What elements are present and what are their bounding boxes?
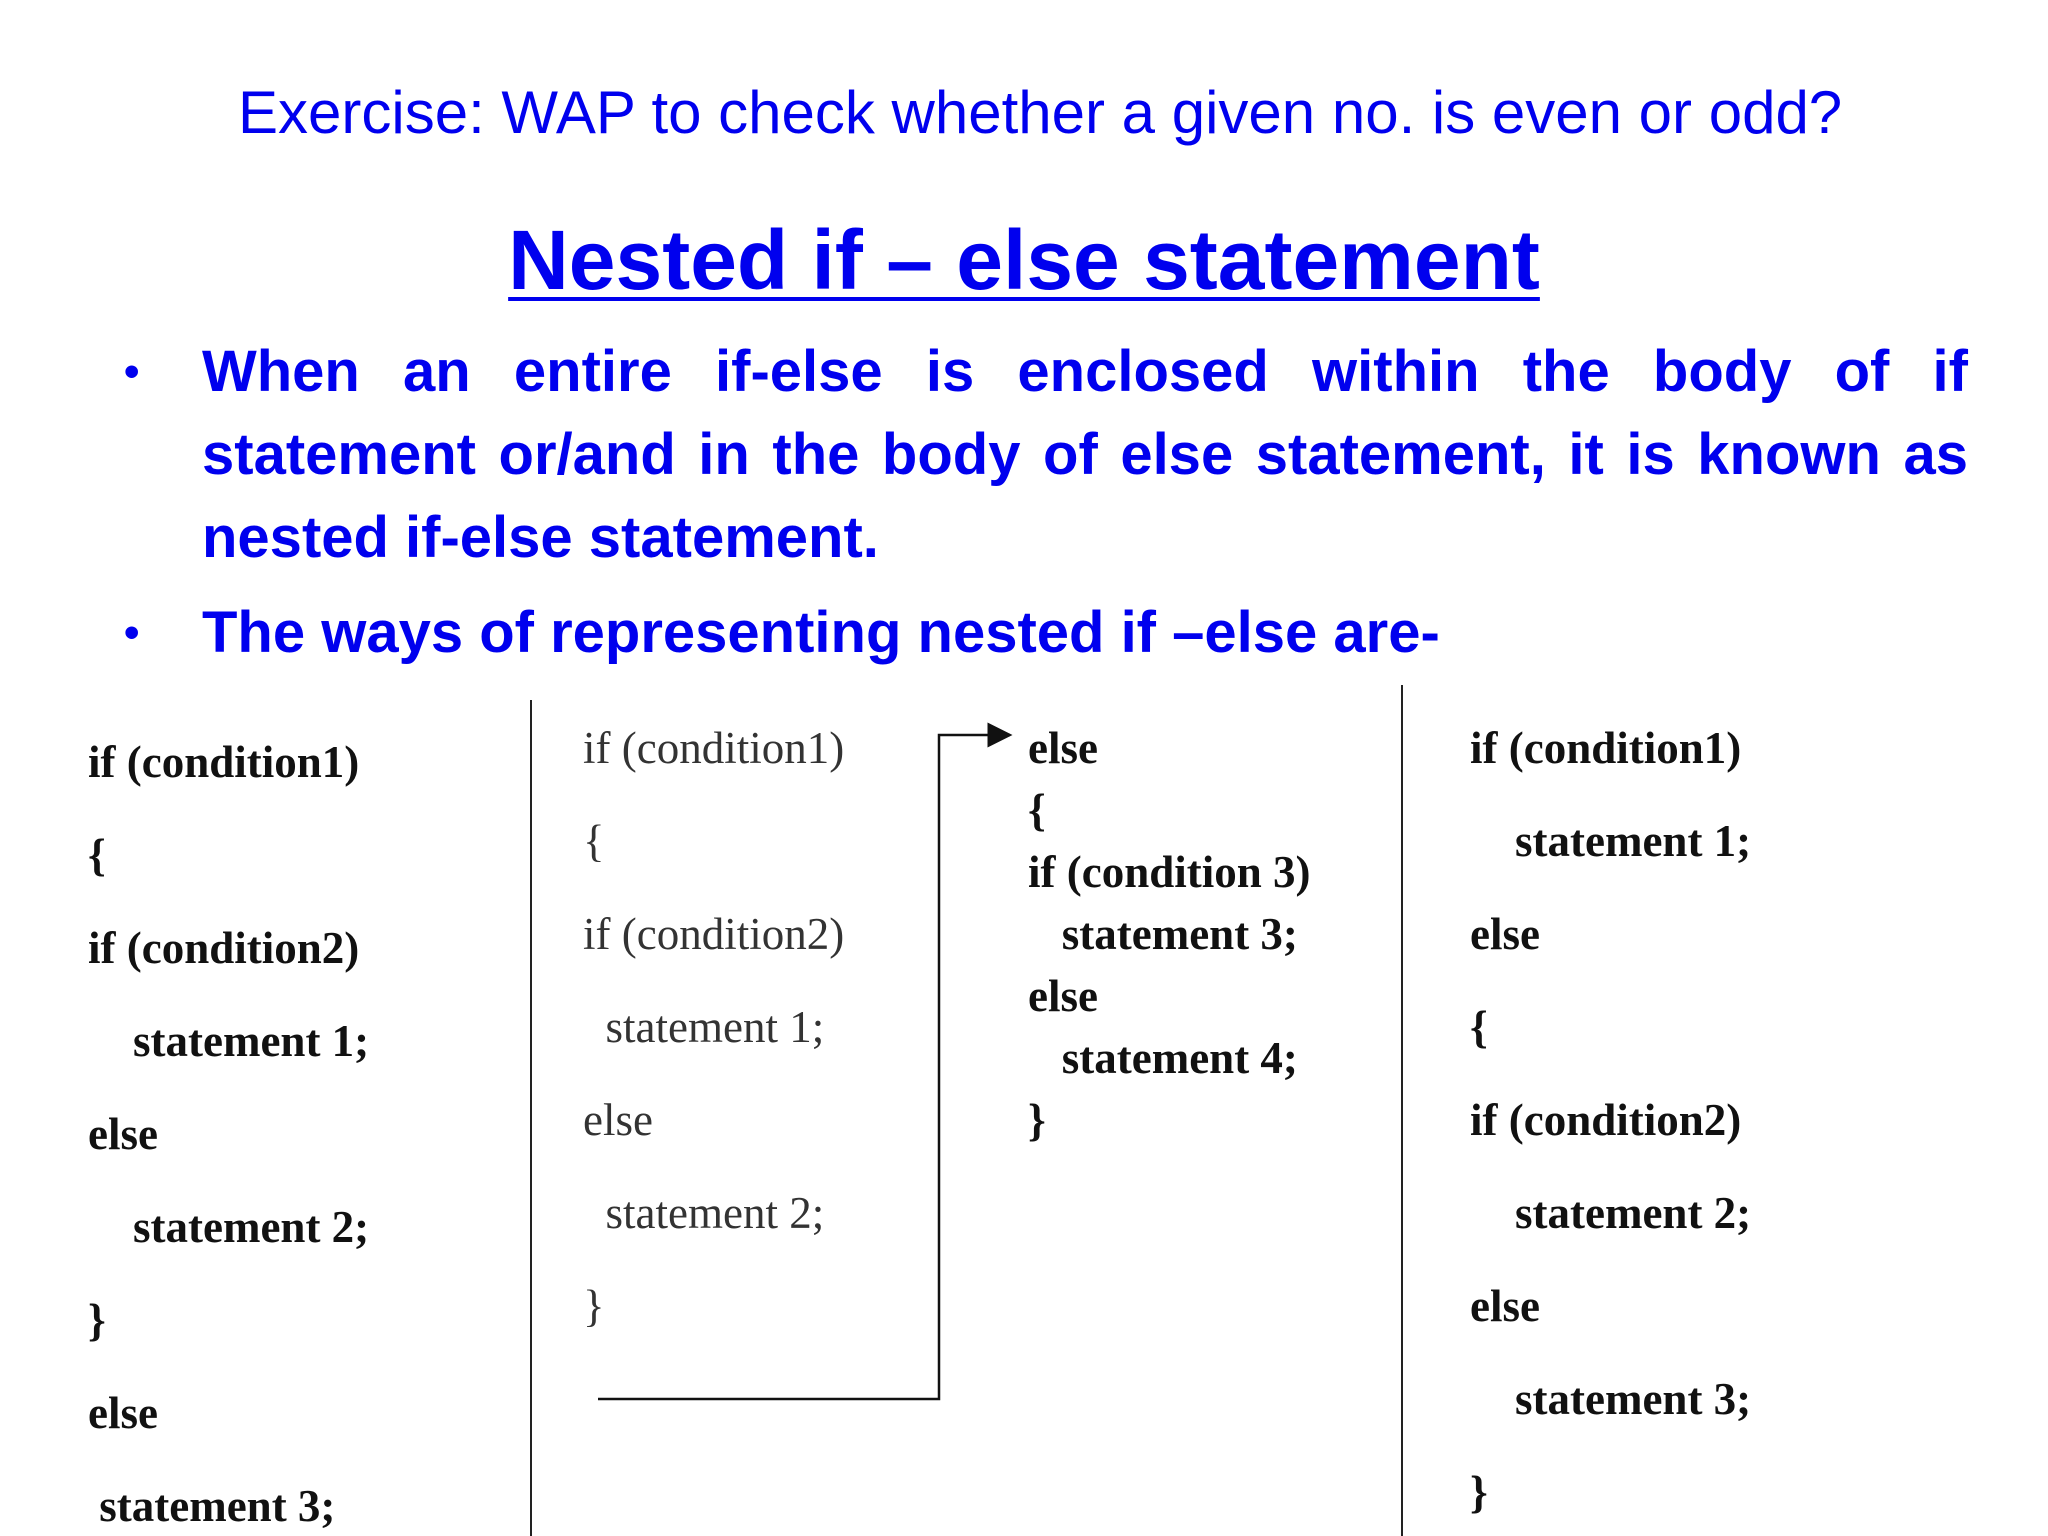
code-line: if (condition2) [1470,1095,1742,1145]
bullet-icon: • [124,608,140,657]
code-line: else [583,1095,653,1145]
code-line: if (condition1) [583,723,845,773]
code-line: else [1028,723,1098,773]
code-line: statement 1; [1470,816,1752,866]
code-line: else [88,1109,158,1159]
code-line: if (condition2) [88,923,360,973]
code-line: else [1470,909,1540,959]
code-line: statement 2; [1470,1188,1752,1238]
code-line: statement 2; [88,1202,370,1252]
code-line: } [583,1281,605,1331]
bullet-text: The ways of representing nested if –else are- [202,600,1440,665]
slide-title: Nested if – else statement [508,213,1540,307]
bullet-icon: • [124,347,140,396]
code-line: statement 4; [1028,1033,1298,1083]
code-line: statement 2; [583,1188,825,1238]
code-line: statement 3; [1470,1374,1752,1424]
code-line: if (condition1) [88,737,360,787]
code-line: } [1028,1095,1046,1145]
code-line: { [583,816,605,866]
code-line: if (condition2) [583,909,845,959]
code-line: } [1470,1467,1488,1517]
bullet-text: When an entire if-else is enclosed within the body of if statement or/and in the body of else statement, it is known as nested if-else statement. [202,339,1968,570]
code-line: else [88,1388,158,1438]
code-line: else [1028,971,1098,1021]
code-line: statement 1; [583,1002,825,1052]
code-line: else [1470,1281,1540,1331]
code-line: statement 1; [88,1016,370,1066]
code-line: { [1470,1002,1488,1052]
code-line: { [88,830,106,880]
code-line: statement 3; [88,1481,336,1531]
exercise-prompt: Exercise: WAP to check whether a given no. is even or odd? [238,79,1843,146]
code-line: statement 3; [1028,909,1298,959]
code-line: { [1028,785,1046,835]
code-line: if (condition1) [1470,723,1742,773]
code-line: if (condition 3) [1028,847,1311,897]
code-line: } [88,1295,106,1345]
